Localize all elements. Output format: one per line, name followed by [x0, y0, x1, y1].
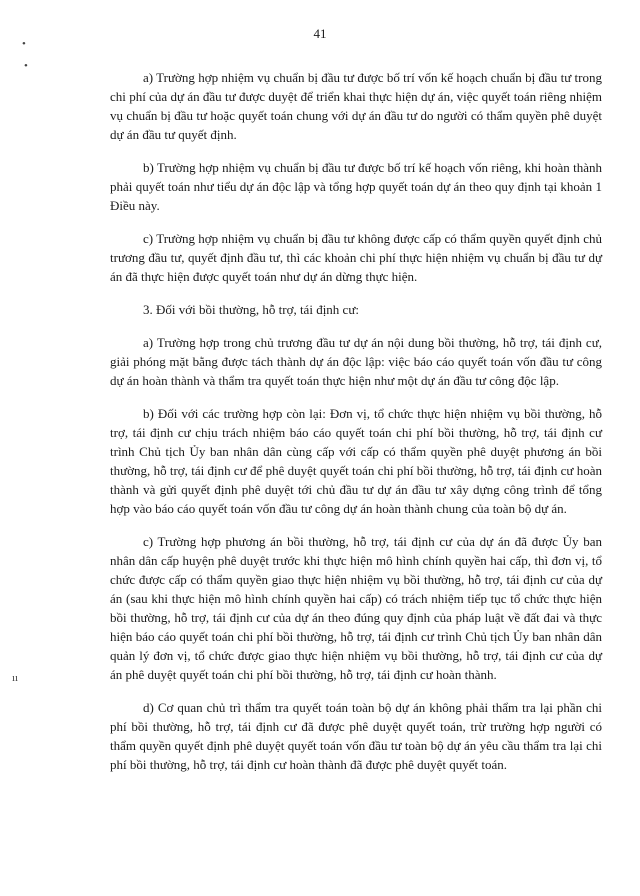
paragraph-3d: d) Cơ quan chủ trì thẩm tra quyết toán toàn bộ dự án không phải thẩm tra lại phần chi phí bồi thường, hỗ trợ, tái định cư đã được phê duyệt quyết toán, trừ trường hợp người có thẩm quyền quyết định phê duyệt quyết toán vốn đầu tư toàn bộ dự án yêu cầu thẩm tra lại chi phí bồi thường, hỗ trợ, tái định cư hoàn thành đã được phê duyệt quyết toán.: [110, 700, 602, 772]
section-heading-3: 3. Đối với bồi thường, hỗ trợ, tái định cư:: [143, 302, 359, 317]
paragraph-2a: a) Trường hợp nhiệm vụ chuẩn bị đầu tư được bố trí vốn kế hoạch chuẩn bị đầu tư trong chi phí của dự án đầu tư được duyệt để triển khai thực hiện dự án, việc quyết toán riêng nhiệm vụ chuẩn bị đầu tư hoặc quyết toán chung với dự án đầu tư do người có thẩm quyền phê duyệt dự án đầu tư quyết định.: [110, 70, 602, 142]
paragraph-2b: b) Trường hợp nhiệm vụ chuẩn bị đầu tư được bố trí kế hoạch vốn riêng, khi hoàn thành phải quyết toán như tiểu dự án độc lập và tổng hợp quyết toán dự án theo quy định tại khoản 1 Điều này.: [110, 160, 602, 213]
scan-mark: •: [22, 38, 26, 50]
paragraph-3b: b) Đối với các trường hợp còn lại: Đơn vị, tổ chức thực hiện nhiệm vụ bồi thường, hỗ trợ, tái định cư chịu trách nhiệm báo cáo quyết toán chi phí bồi thường, hỗ trợ, tái định cư trình Chủ tịch Ủy ban nhân dân cùng cấp với cấp có thẩm quyền phê duyệt phương án bồi thường, hỗ trợ, tái định cư để phê duyệt quyết toán chi phí bồi thường, hỗ trợ, tái định cư hoàn thành và gửi quyết định phê duyệt tới chủ đầu tư dự án đầu tư xây dựng công trình để tổng hợp vào báo cáo quyết toán vốn đầu tư công dự án hoàn thành chung của toàn bộ dự án.: [110, 406, 602, 516]
page-number: 41: [313, 26, 327, 41]
paragraph-2c: c) Trường hợp nhiệm vụ chuẩn bị đầu tư không được cấp có thẩm quyền quyết định chủ trương đầu tư, quyết định đầu tư, thì các khoản chi phí thực hiện nhiệm vụ chuẩn bị đầu tư dự án đã thực hiện được quyết toán như dự án dừng thực hiện.: [110, 231, 602, 284]
paragraph-3c: c) Trường hợp phương án bồi thường, hỗ trợ, tái định cư của dự án đã được Ủy ban nhân dân cấp huyện phê duyệt trước khi thực hiện mô hình chính quyền hai cấp, thì đơn vị, tổ chức được cấp có thẩm quyền giao thực hiện nhiệm vụ bồi thường, hỗ trợ, tái định cư của dự án (sau khi thực hiện mô hình chính quyền hai cấp) có trách nhiệm tiếp tục tổ chức thực hiện bồi thường, hỗ trợ, tái định cư của dự án theo đúng quy định của pháp luật về đất đai và thực hiện báo cáo quyết toán chi phí bồi thường, hỗ trợ, tái định cư trình Chủ tịch Ủy ban nhân dân quản lý đơn vị, tổ chức được giao thực hiện nhiệm vụ bồi thường, hỗ trợ, tái định cư của dự án phê duyệt quyết toán chi phí bồi thường, hỗ trợ, tái định cư hoàn thành.: [110, 534, 602, 682]
document-body: [110, 68, 602, 785]
paragraph-3a: a) Trường hợp trong chủ trương đầu tư dự án nội dung bồi thường, hỗ trợ, tái định cư, giải phóng mặt bằng được tách thành dự án độc lập: việc báo cáo quyết toán vốn đầu tư công dự án hoàn thành và thẩm tra quyết toán thực hiện như một dự án đầu tư công độc lập.: [110, 335, 602, 388]
scan-mark: •: [24, 60, 28, 72]
scan-mark: ıı: [12, 672, 19, 684]
